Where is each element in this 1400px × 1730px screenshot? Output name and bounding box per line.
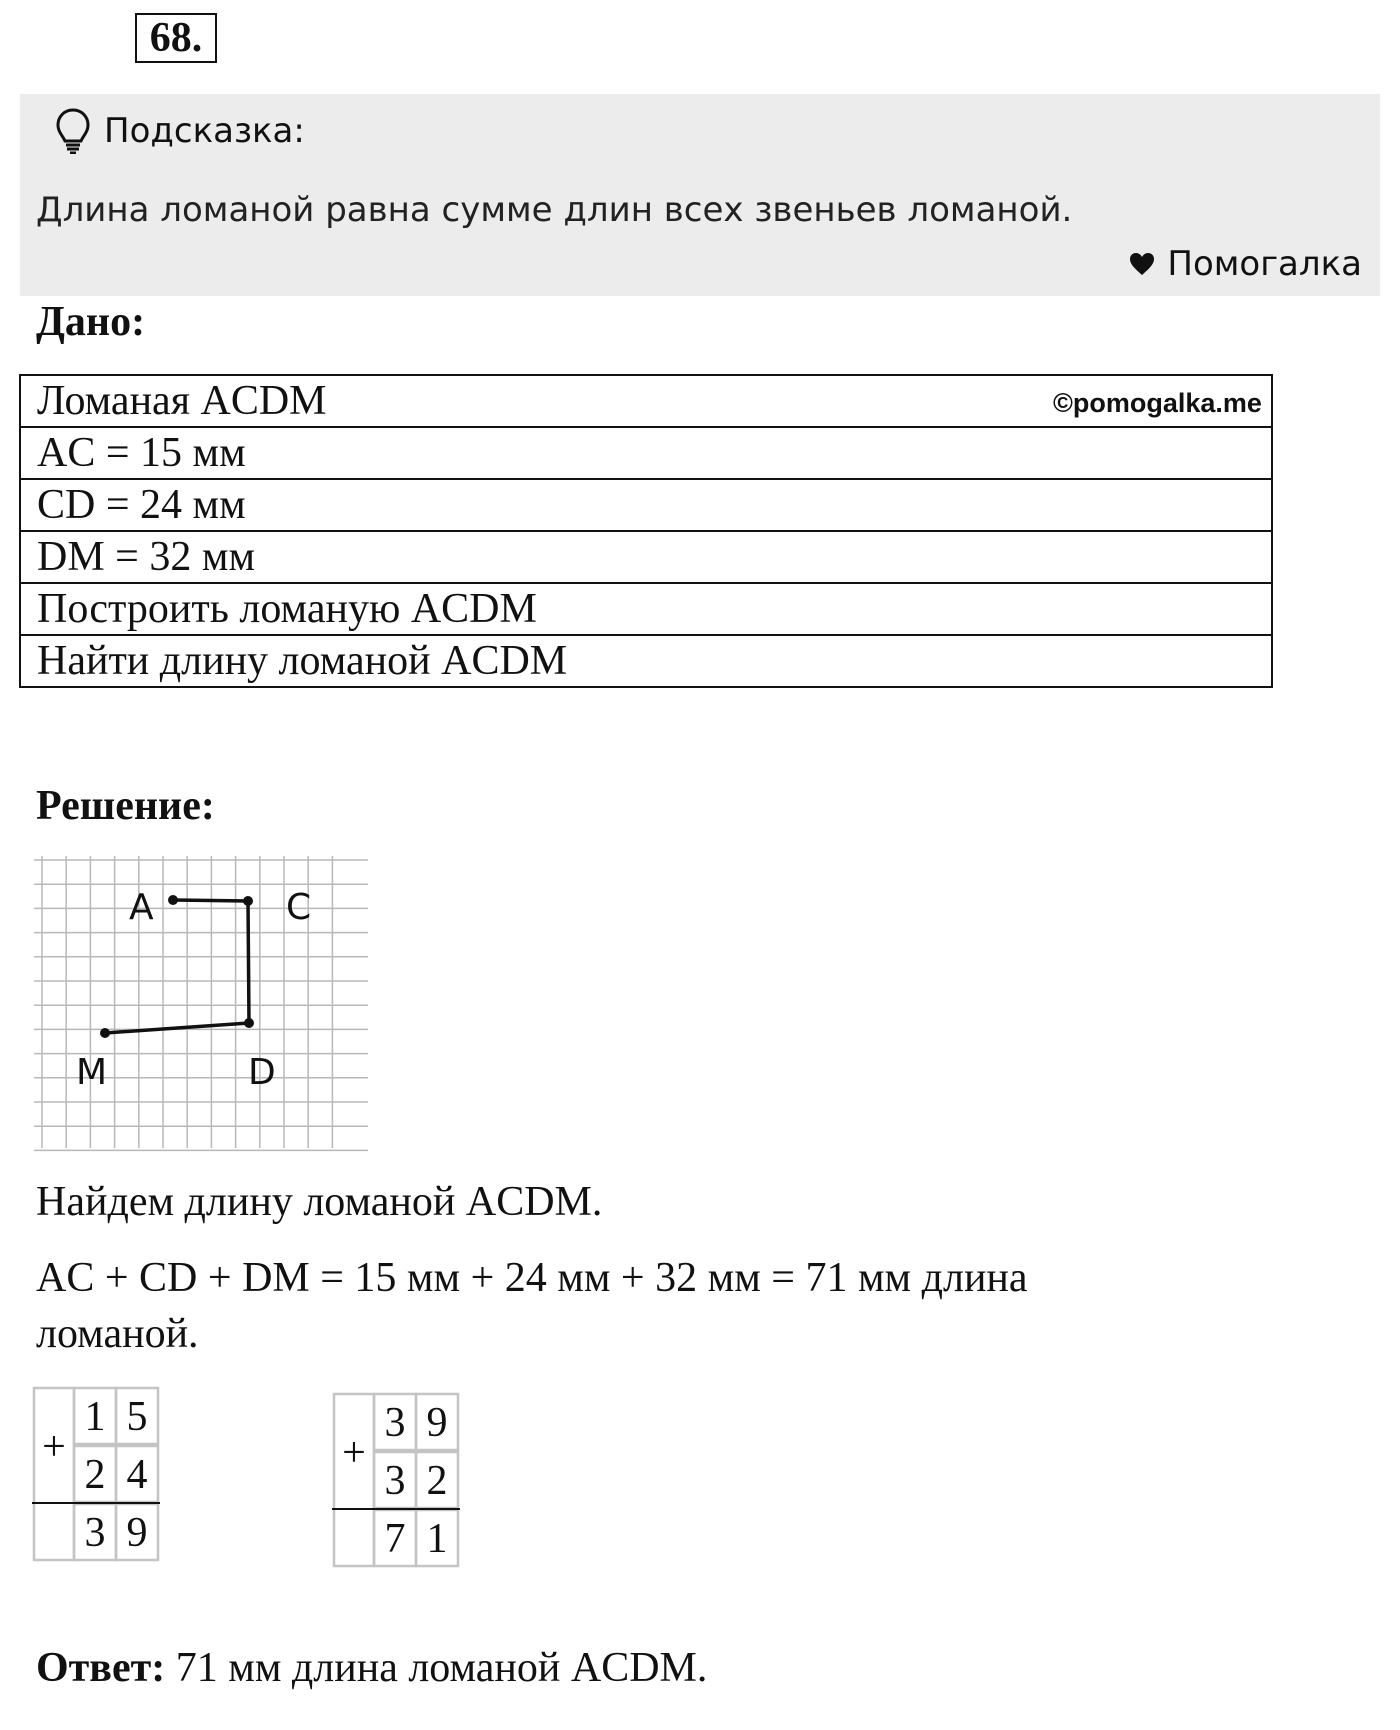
column-addition-1 xyxy=(32,1386,172,1566)
point-c xyxy=(243,896,253,906)
answer-text: 71 мм длина ломаной ACDM. xyxy=(165,1645,708,1691)
hint-panel xyxy=(20,94,1380,296)
point-m xyxy=(100,1028,110,1038)
brand-label: Помогалка xyxy=(1167,244,1362,284)
column-addition-2 xyxy=(332,1392,472,1572)
table-row xyxy=(20,583,1272,635)
digit: 3 xyxy=(384,1458,406,1504)
task-number: 68. xyxy=(135,13,217,63)
digit: 3 xyxy=(84,1510,106,1556)
digit: 3 xyxy=(384,1400,406,1446)
table-row xyxy=(20,531,1272,583)
given-heading: Дано: xyxy=(36,299,146,345)
solution-line-3: ломаной. xyxy=(36,1311,199,1357)
table-row xyxy=(20,479,1272,531)
solution-heading: Решение: xyxy=(36,783,215,829)
digit: 4 xyxy=(126,1452,148,1498)
digit: 2 xyxy=(84,1452,106,1498)
label-c: C xyxy=(286,887,312,928)
digit: 1 xyxy=(84,1394,106,1440)
digit: 9 xyxy=(126,1510,148,1556)
answer xyxy=(36,1644,707,1692)
point-a xyxy=(168,895,178,905)
table-row xyxy=(20,427,1272,479)
polyline-acdm xyxy=(105,900,249,1033)
given-table xyxy=(19,374,1273,688)
given-row-5: Построить ломаную ACDM xyxy=(20,583,1272,635)
hint-title-label: Подсказка: xyxy=(104,111,305,151)
digit: 5 xyxy=(126,1394,148,1440)
lightbulb-icon xyxy=(56,108,90,154)
watermark: ©pomogalka.me xyxy=(1053,388,1262,418)
label-m: M xyxy=(76,1052,108,1093)
given-row-4: DM = 32 мм xyxy=(20,531,1272,583)
heart-icon xyxy=(1129,252,1155,276)
solution-line-1: Найдем длину ломаной ACDM. xyxy=(36,1179,603,1225)
hint-text: Длина ломаной равна сумме длин всех звеньев ломаной. xyxy=(36,190,1073,230)
addition-sign: + xyxy=(42,1424,66,1470)
hint-title xyxy=(56,108,305,154)
label-d: D xyxy=(248,1052,276,1093)
given-row-1: Ломаная ACDM xyxy=(20,375,1272,427)
digit: 2 xyxy=(426,1458,448,1504)
given-row-2: AC = 15 мм xyxy=(20,427,1272,479)
given-row-6: Найти длину ломаной ACDM xyxy=(20,635,1272,687)
point-d xyxy=(244,1018,254,1028)
label-a: A xyxy=(129,887,154,928)
table-row xyxy=(20,635,1272,687)
answer-label: Ответ: xyxy=(36,1645,166,1691)
brand-link[interactable] xyxy=(1129,244,1362,284)
digit: 7 xyxy=(384,1516,406,1562)
addition-sign: + xyxy=(342,1430,366,1476)
polyline-figure xyxy=(34,856,374,1156)
digit: 9 xyxy=(426,1400,448,1446)
digit: 1 xyxy=(426,1516,448,1562)
solution-line-2: AC + CD + DM = 15 мм + 24 мм + 32 мм = 71 мм длина xyxy=(36,1255,1028,1301)
given-row-3: CD = 24 мм xyxy=(20,479,1272,531)
